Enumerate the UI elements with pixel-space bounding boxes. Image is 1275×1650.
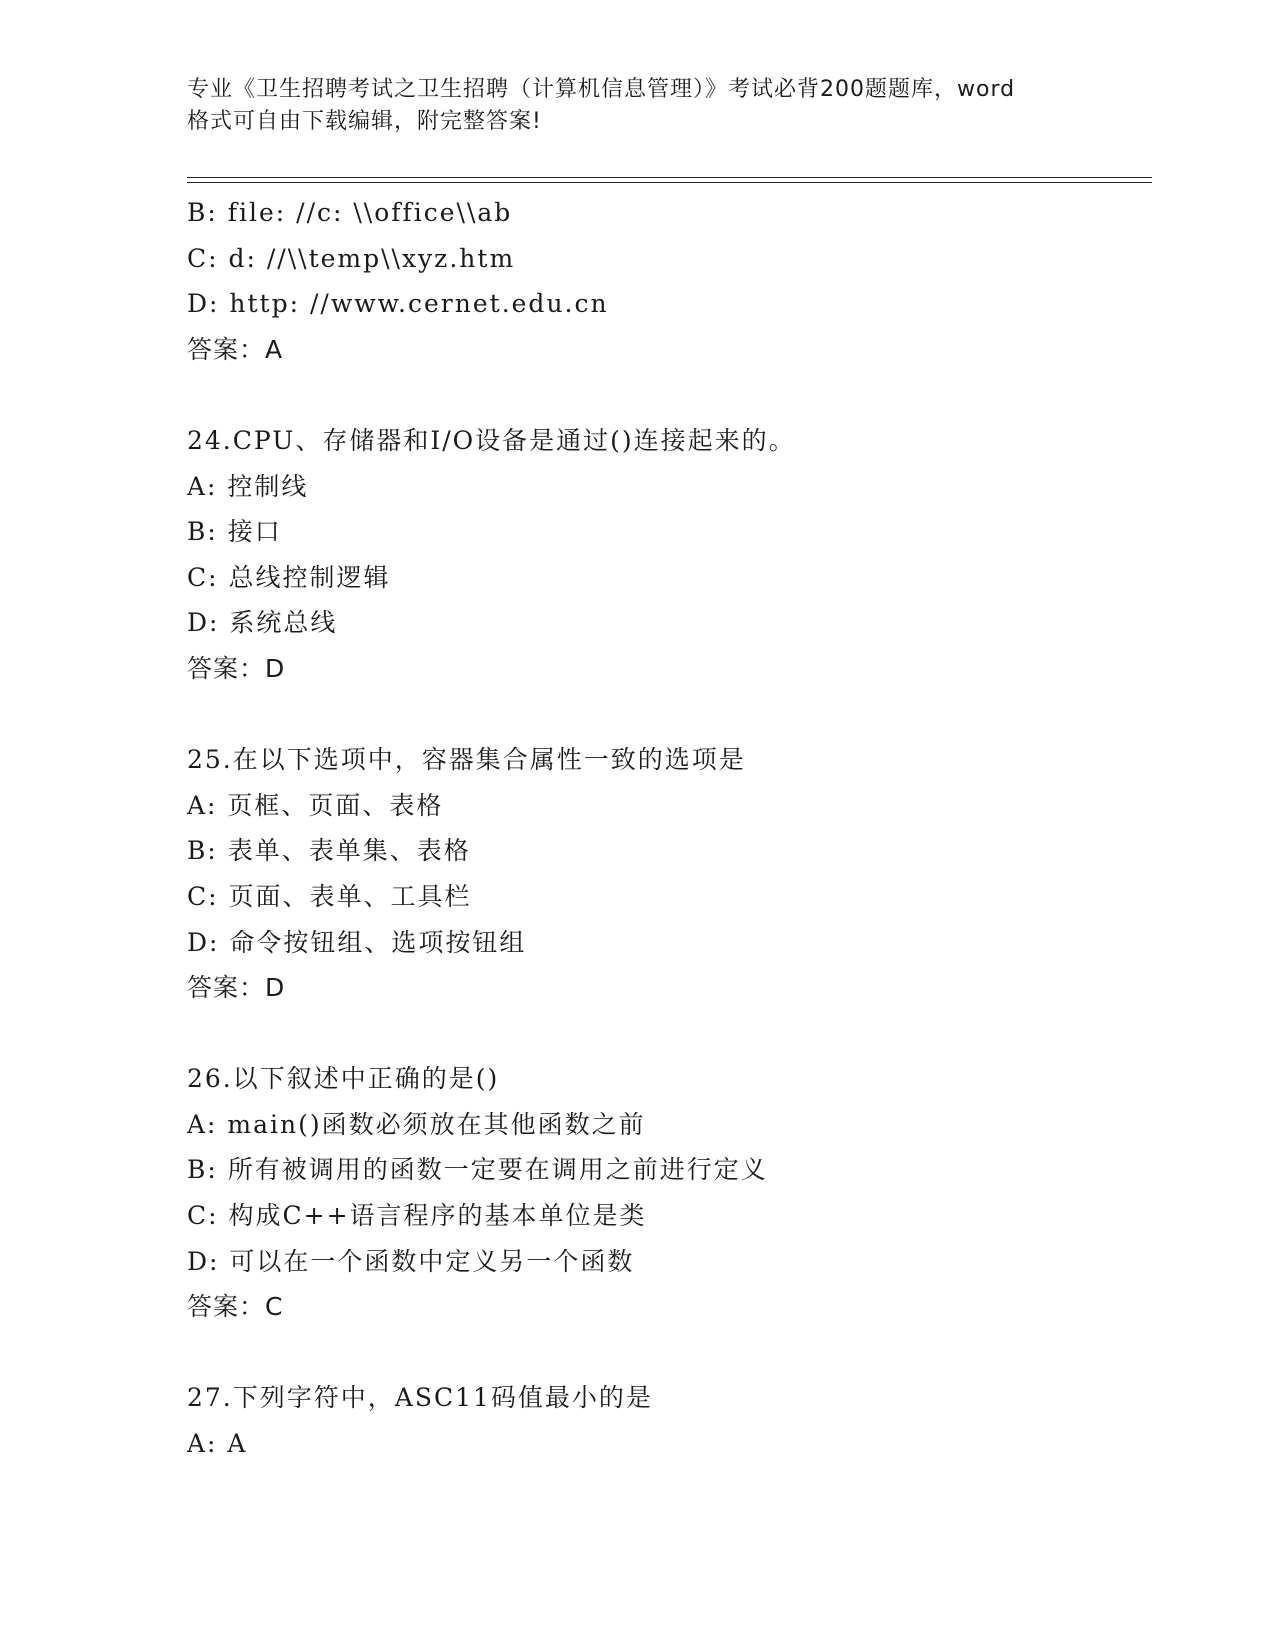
spacer xyxy=(187,372,1137,418)
option-text: A: 页框、页面、表格 xyxy=(187,790,444,820)
document-header xyxy=(187,74,1087,138)
question-text: 27.下列字符中，ASC11码值最小的是 xyxy=(187,1383,653,1413)
option-text: A: 控制线 xyxy=(187,471,309,501)
spacer xyxy=(187,692,1137,738)
spacer xyxy=(187,1330,1137,1376)
header-divider-top xyxy=(187,177,1152,178)
answer-text: 答案：C xyxy=(187,1292,284,1322)
option-text: A: A xyxy=(187,1429,248,1459)
option-text: C: 构成C++语言程序的基本单位是类 xyxy=(187,1201,647,1231)
option-text: C: d: //\\temp\\xyz.htm xyxy=(187,243,516,273)
spacer xyxy=(187,1011,1137,1057)
header-line-1: 专业《卫生招聘考试之卫生招聘（计算机信息管理）》考试必背200题题库，word xyxy=(187,77,1016,102)
option-text: A: main()函数必须放在其他函数之前 xyxy=(187,1109,646,1139)
option-text: B: 接口 xyxy=(187,517,282,547)
option-text: D: http: //www.cernet.edu.cn xyxy=(187,289,609,319)
option-text: D: 系统总线 xyxy=(187,608,338,638)
option-text: B: file: //c: \\office\\ab xyxy=(187,198,513,227)
answer-text: 答案：D xyxy=(187,973,286,1003)
answer-text: 答案：A xyxy=(187,334,284,364)
option-text: C: 总线控制逻辑 xyxy=(187,562,391,592)
option-text: C: 页面、表单、工具栏 xyxy=(187,881,472,911)
document-body xyxy=(187,190,1137,1467)
header-line-2: 格式可自由下载编辑，附完整答案! xyxy=(187,109,542,134)
question-text: 26.以下叙述中正确的是() xyxy=(187,1064,500,1094)
question-text: 25.在以下选项中，容器集合属性一致的选项是 xyxy=(187,745,746,775)
option-text: B: 表单、表单集、表格 xyxy=(187,836,471,866)
option-text: D: 可以在一个函数中定义另一个函数 xyxy=(187,1246,635,1276)
question-text: 24.CPU、存储器和I/O设备是通过()连接起来的。 xyxy=(187,425,796,455)
answer-text: 答案：D xyxy=(187,653,286,683)
option-text: D: 命令按钮组、选项按钮组 xyxy=(187,927,527,957)
header-divider-bottom xyxy=(187,182,1152,183)
option-text: B: 所有被调用的函数一定要在调用之前进行定义 xyxy=(187,1155,768,1185)
